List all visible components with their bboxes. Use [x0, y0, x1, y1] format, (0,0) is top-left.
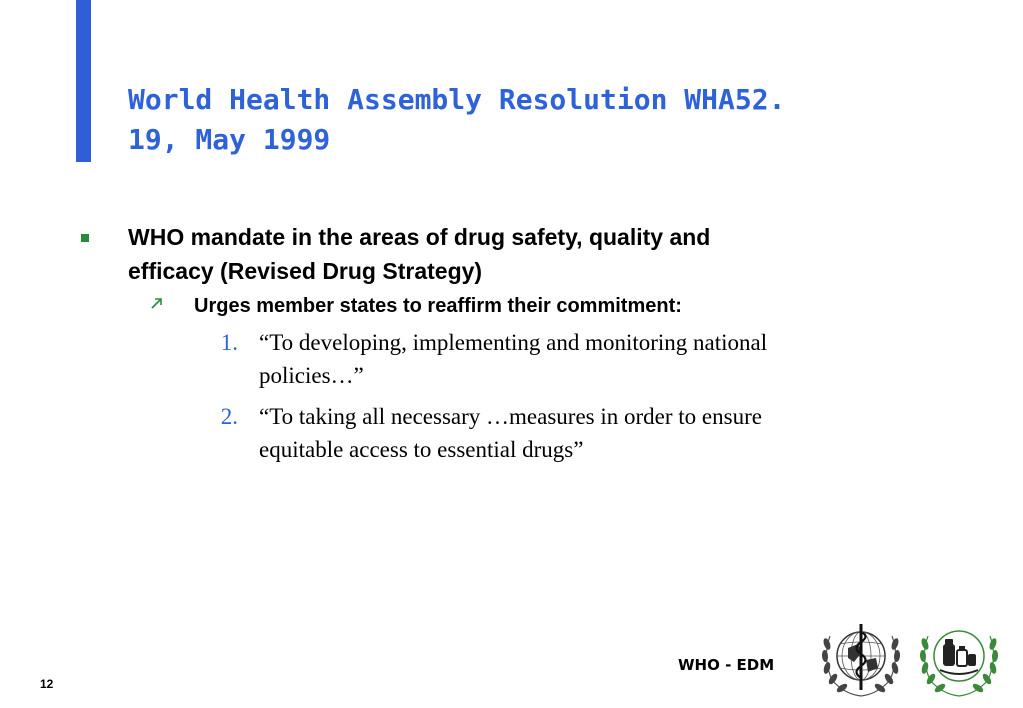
- square-bullet-icon: [81, 234, 89, 242]
- bullet-level2: Urges member states to reaffirm their commitment:: [194, 295, 682, 317]
- list-item-line2: policies…”: [259, 363, 364, 388]
- bullet-level1: [128, 220, 898, 288]
- list-item: [259, 326, 919, 392]
- bullet-level1-line2: efficacy (Revised Drug Strategy): [128, 258, 483, 284]
- bullet-level1-line1: WHO mandate in the areas of drug safety, quality and: [128, 224, 711, 250]
- accent-bar: [76, 0, 91, 162]
- who-emblem-icon: [818, 614, 904, 700]
- list-item-line1: “To developing, implementing and monitoring national: [259, 330, 768, 355]
- page-number: 12: [40, 677, 54, 691]
- footer-label: WHO - EDM: [678, 656, 775, 674]
- item-number: 1.: [220, 330, 238, 355]
- slide-title-line2: 19, May 1999: [128, 123, 331, 156]
- edm-emblem-icon: [916, 614, 1002, 700]
- list-item: [259, 400, 919, 466]
- item-number: 2.: [220, 404, 238, 429]
- list-item-line2: equitable access to essential drugs”: [259, 437, 584, 462]
- slide-title: [128, 80, 988, 160]
- list-item-line1: “To taking all necessary …measures in order to ensure: [259, 404, 762, 429]
- arrow-bullet-icon: [150, 296, 164, 310]
- slide-title-line1: World Health Assembly Resolution WHA52.: [128, 83, 786, 116]
